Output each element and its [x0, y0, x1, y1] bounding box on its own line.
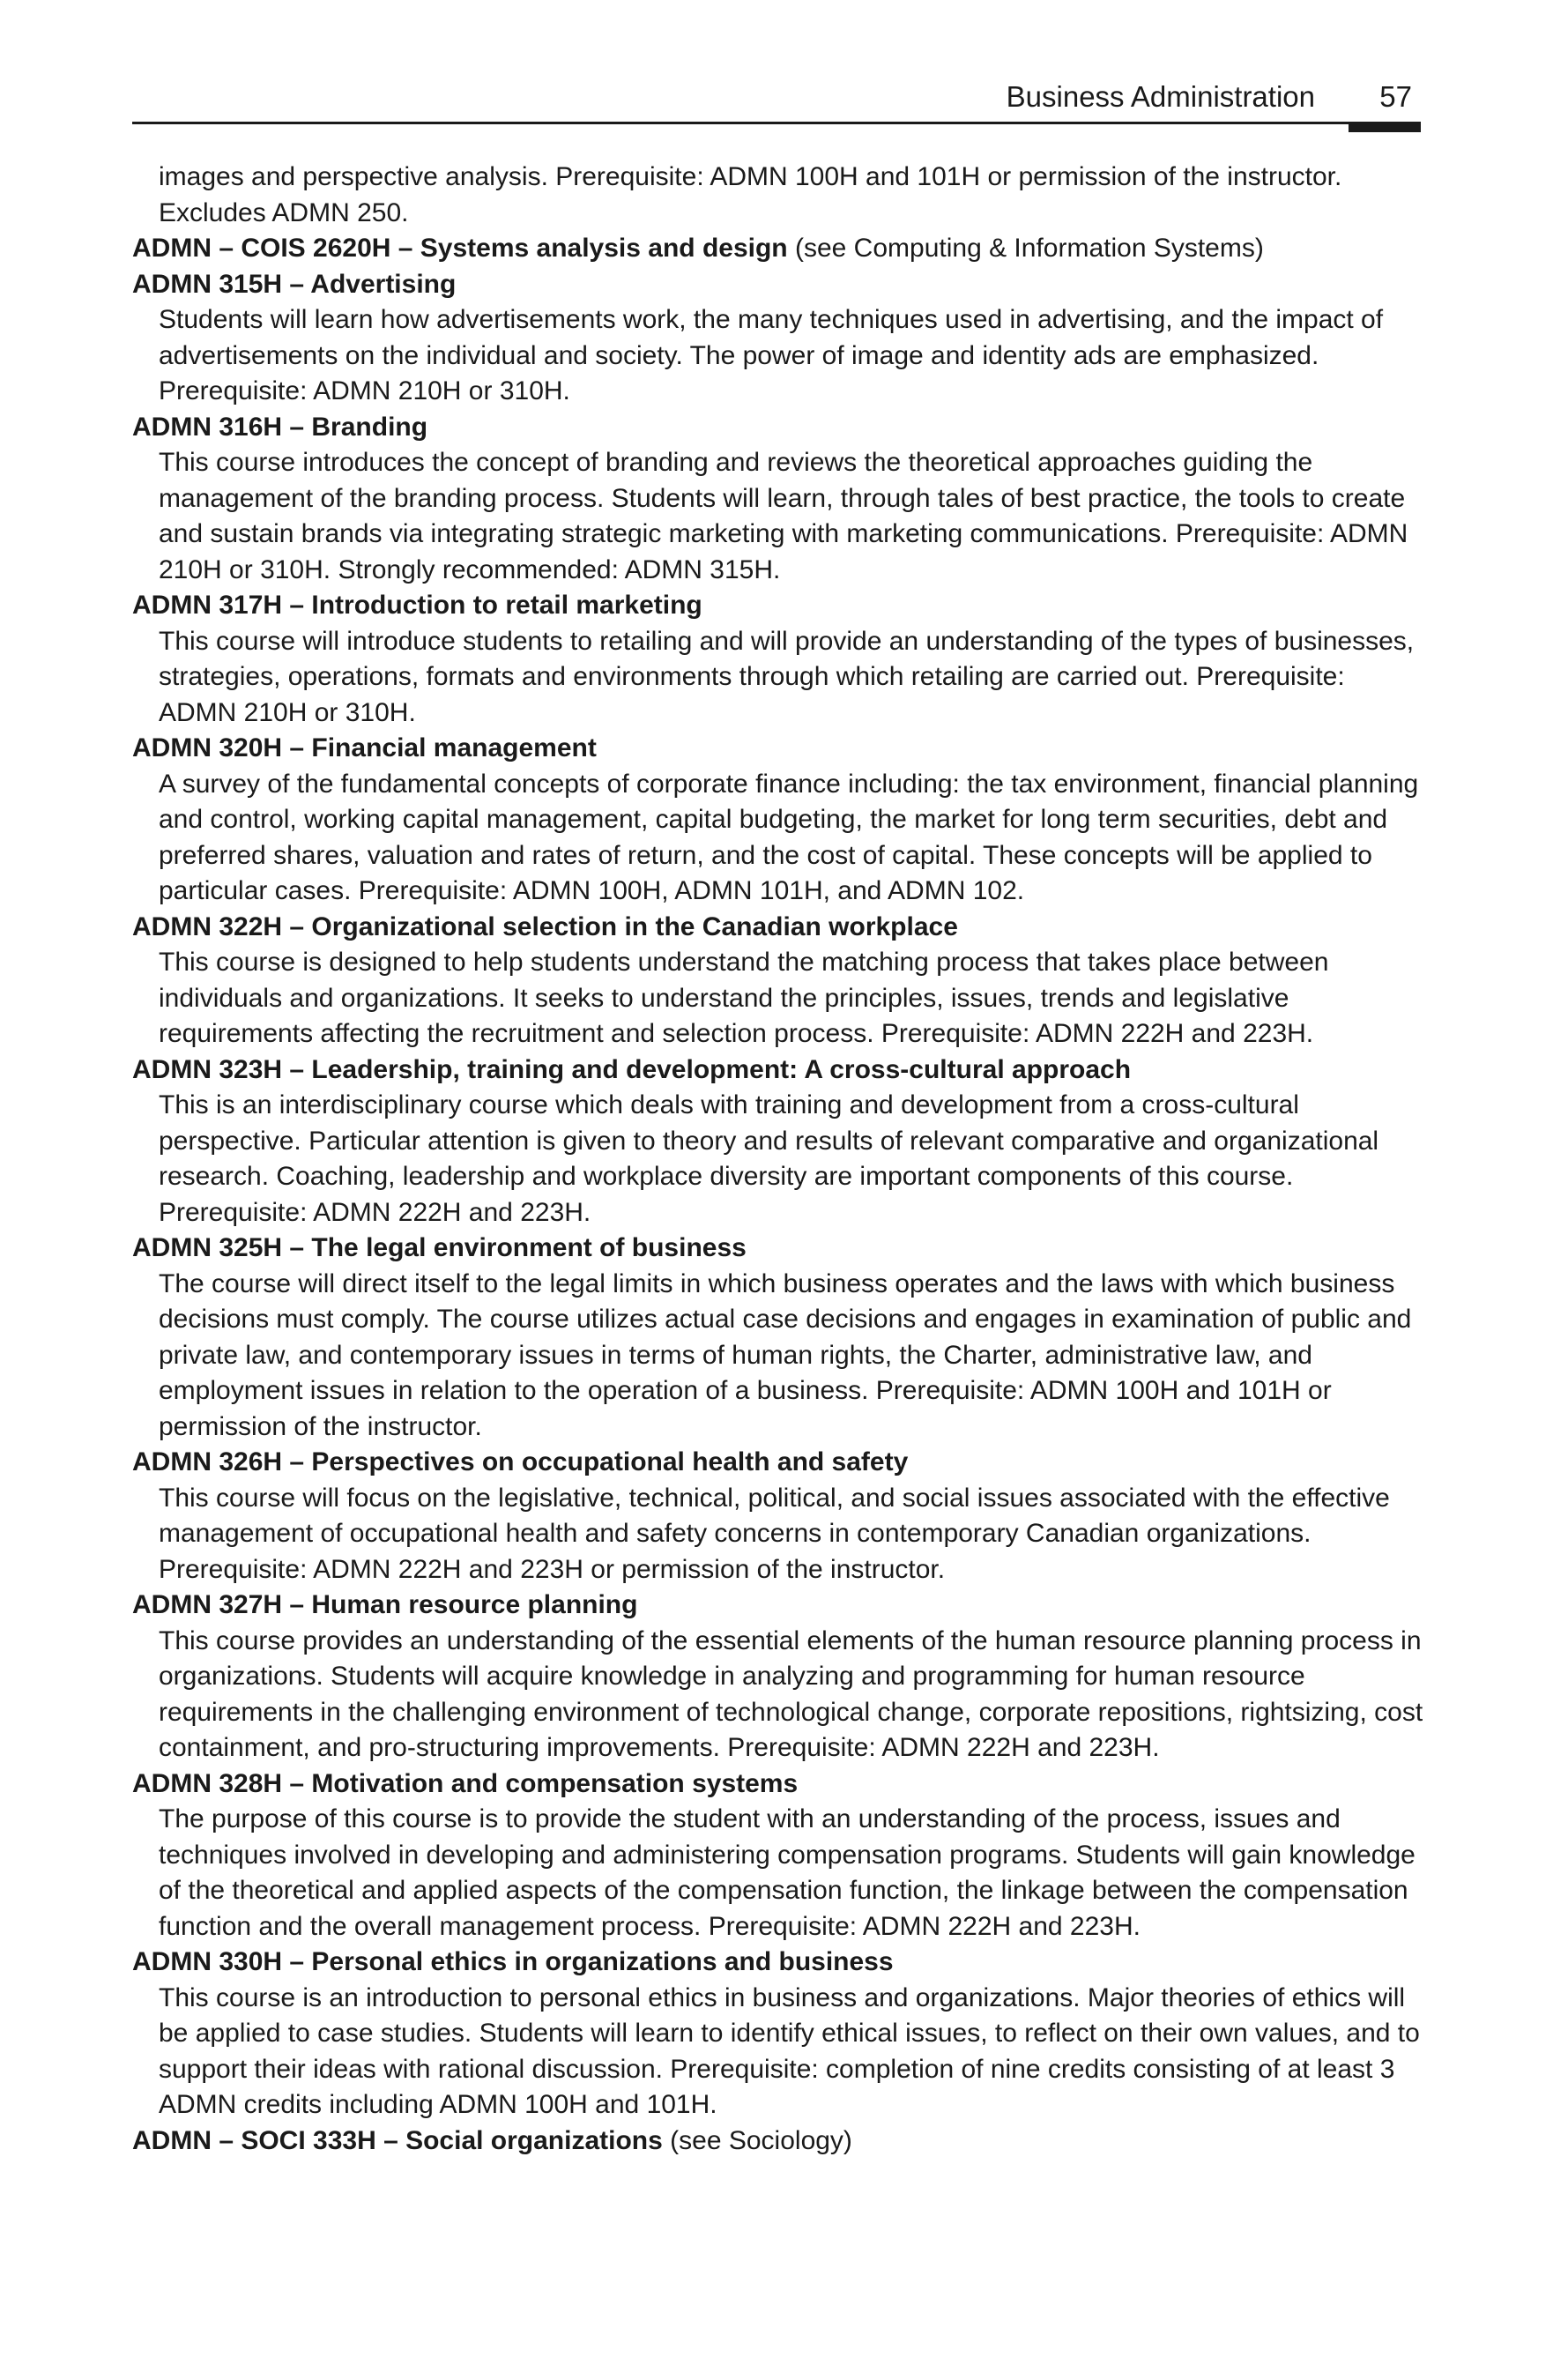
course-entry — [132, 588, 1423, 731]
running-header-title: Business Administration — [1006, 80, 1315, 113]
course-entry — [132, 1052, 1423, 1231]
course-entry — [132, 231, 1423, 267]
course-entry — [132, 1945, 1423, 2123]
course-title: ADMN 322H – Organizational selection in the Canadian workplace — [132, 911, 958, 941]
course-heading — [132, 231, 1423, 267]
continued-description: images and perspective analysis. Prerequisite: ADMN 100H and 101H or permission of the instructor. Excludes ADMN 250. — [159, 162, 1342, 227]
course-entry — [132, 1445, 1423, 1588]
course-title: ADMN 316H – Branding — [132, 412, 428, 442]
course-description: This course introduces the concept of branding and reviews the theoretical approaches guiding the management of the branding process. Students will learn, through tales of best practice, the tools to create and sustain brands via integrating strategic marketing with marketing communications. Prerequisite: ADMN 210H or 310H. Strongly recommended: ADMN 315H. — [159, 448, 1408, 584]
course-title: ADMN 330H – Personal ethics in organizations and business — [132, 1947, 894, 1976]
course-entry — [132, 1766, 1423, 1945]
course-entry — [132, 267, 1423, 410]
course-entry — [132, 2123, 1423, 2160]
course-entry — [132, 731, 1423, 910]
running-header — [132, 78, 1421, 127]
course-description: This course will introduce students to retailing and will provide an understanding of the types of businesses, strategies, operations, formats and environments through which retailing are carried out. Prerequisite: ADMN 210H or 310H. — [159, 626, 1415, 727]
course-title: ADMN 326H – Perspectives on occupational health and safety — [132, 1447, 909, 1476]
course-description: Students will learn how advertisements work, the many techniques used in advertising, and the impact of advertisements on the individual and society. The power of image and identity ads are emphasized. Prerequisite: ADMN 210H or 310H. — [159, 305, 1384, 405]
course-title: ADMN 317H – Introduction to retail marketing — [132, 591, 702, 620]
course-description: This course is an introduction to personal ethics in business and organizations. Major theories of ethics will be applied to case studies. Students will learn to identify ethical issues, to reflect on their own values, and to support their ideas with rational discussion. Prerequisite: completion of nine credits consisting of at least 3 ADMN credits including ADMN 100H and 101H. — [159, 1982, 1420, 2119]
course-description: The course will direct itself to the legal limits in which business operates and the laws with which business decisions must comply. The course utilizes actual case decisions and engages in examination of public and private law, and contemporary issues in terms of human rights, the Charter, administrative law, and employment issues in relation to the operation of a business. Prerequisite: ADMN 100H and 101H or permission of the instructor. — [159, 1268, 1412, 1441]
page-number: 57 — [1379, 80, 1412, 113]
course-title: ADMN 327H – Human resource planning — [132, 1590, 638, 1619]
course-cross-reference: (see Computing & Information Systems) — [787, 234, 1264, 263]
course-heading — [132, 410, 1423, 446]
header-rule — [132, 122, 1421, 124]
course-title: ADMN – COIS 2620H – Systems analysis and design — [132, 234, 788, 263]
course-heading — [132, 1588, 1423, 1624]
course-heading — [132, 267, 1423, 303]
course-heading — [132, 2123, 1423, 2160]
course-entry — [132, 410, 1423, 589]
course-heading — [132, 1945, 1423, 1981]
course-listing — [132, 160, 1423, 2159]
course-entry — [132, 910, 1423, 1052]
course-title: ADMN 320H – Financial management — [132, 733, 597, 762]
course-heading — [132, 910, 1423, 946]
course-heading — [132, 1052, 1423, 1089]
course-description: This course is designed to help students understand the matching process that takes place between individuals and organizations. It seeks to understand the principles, issues, trends and legislative requirements affecting the recruitment and selection process. Prerequisite: ADMN 222H and 223H. — [159, 948, 1329, 1048]
course-title: ADMN 315H – Advertising — [132, 269, 457, 299]
course-title: ADMN 325H – The legal environment of business — [132, 1233, 747, 1262]
course-title: ADMN 328H – Motivation and compensation systems — [132, 1768, 799, 1798]
header-tab-marker — [1349, 122, 1421, 132]
course-cross-reference: (see Sociology) — [662, 2125, 852, 2155]
course-heading — [132, 1766, 1423, 1803]
course-description: The purpose of this course is to provide the student with an understanding of the process, issues and techniques involved in developing and administering compensation programs. Students will gain knowledge of the theoretical and applied aspects of the compensation function, the linkage between the compensation function and the overall management process. Prerequisite: ADMN 222H and 223H. — [159, 1804, 1416, 1941]
course-description: A survey of the fundamental concepts of corporate finance including: the tax environment, financial planning and control, working capital management, capital budgeting, the market for long term securities, debt and preferred shares, valuation and rates of return, and the cost of capital. These concepts will be applied to particular cases. Prerequisite: ADMN 100H, ADMN 101H, and ADMN 102. — [159, 769, 1419, 905]
course-heading — [132, 1231, 1423, 1267]
course-entry — [132, 1588, 1423, 1766]
course-heading — [132, 731, 1423, 767]
course-description: This course provides an understanding of the essential elements of the human resource planning process in organizations. Students will acquire knowledge in analyzing and programming for human resource requirements in the challenging environment of technological change, corporate repositions, rightsizing, cost containment, and pro-structuring improvements. Prerequisite: ADMN 222H and 223H. — [159, 1625, 1423, 1762]
course-heading — [132, 1445, 1423, 1481]
course-description: This is an interdisciplinary course which deals with training and development from a cross-cultural perspective. Particular attention is given to theory and results of relevant comparative and organizational research. Coaching, leadership and workplace diversity are important components of this course. Prerequisite: ADMN 222H and 223H. — [159, 1090, 1379, 1227]
course-title: ADMN – SOCI 333H – Social organizations — [132, 2125, 663, 2155]
course-description: This course will focus on the legislative, technical, political, and social issues associated with the effective management of occupational health and safety concerns in contemporary Canadian organizations. Prerequisite: ADMN 222H and 223H or permission of the instructor. — [159, 1483, 1390, 1584]
course-title: ADMN 323H – Leadership, training and development: A cross-cultural approach — [132, 1054, 1132, 1084]
course-entry — [132, 1231, 1423, 1445]
course-heading — [132, 588, 1423, 624]
